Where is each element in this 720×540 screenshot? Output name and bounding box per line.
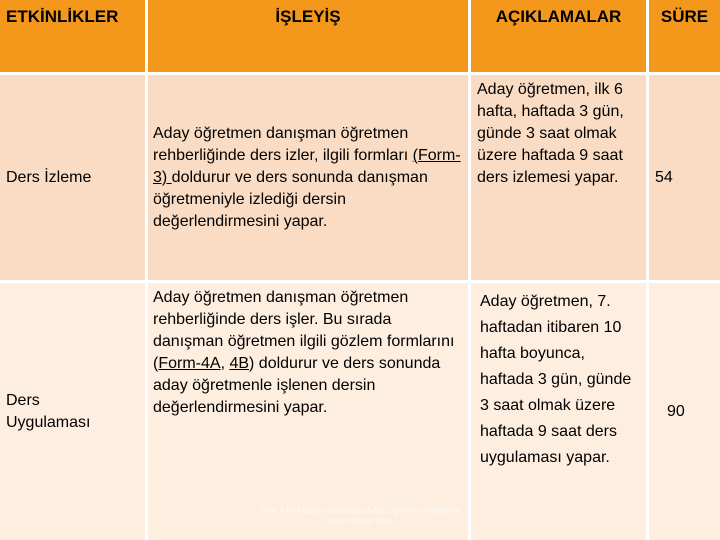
- form-3-link[interactable]: (Form-3): [153, 146, 461, 186]
- table-row-duration: [649, 75, 720, 280]
- duration-value: 90: [667, 402, 685, 420]
- duration-value: 54: [655, 168, 673, 186]
- table-row-duration: [649, 283, 720, 540]
- process-text-part: Aday öğretmen danışman öğretmen rehberliğinde ders izler, ilgili formları: [153, 124, 413, 164]
- activity-label: Ders İzleme: [6, 168, 92, 186]
- process-text-part: Aday öğretmen danışman öğretmen rehberliğinde ders işler. Bu sırada danışman öğretmen ilgili gözlem formlarını (: [153, 289, 455, 372]
- header-duration: SÜRE: [649, 0, 720, 72]
- process-text-part: ) doldurur ve ders sonunda aday öğretmenle işlenen dersin değerlendirmesini yapar.: [153, 355, 441, 416]
- table-row-activity: [0, 283, 145, 540]
- header-activities: ETKİNLİKLER: [0, 0, 145, 72]
- process-text-part: ,: [220, 355, 230, 372]
- process-text-part: doldurur ve ders sonunda danışman öğretmeniyle izlediği dersin değerlendirmesini yapar.: [153, 168, 428, 230]
- process-text: [153, 287, 464, 419]
- description-text: Aday öğretmen, 7. haftadan itibaren 10 hafta boyunca, haftada 3 gün, günde 3 saat olmak üzere haftada 9 saat ders uygulaması yapar.: [480, 293, 632, 466]
- table-row-description: [471, 75, 646, 280]
- activity-label: Ders Uygulaması: [6, 391, 91, 431]
- form-4a-link[interactable]: Form-4A: [158, 355, 221, 372]
- table-row-process: [148, 75, 468, 280]
- header-process: İŞLEYİŞ: [148, 0, 468, 72]
- header-descriptions: AÇIKLAMALAR: [471, 0, 646, 72]
- description-text: Aday öğretmen, ilk 6 hafta, haftada 3 gün, günde 3 saat olmak üzere haftada 9 saat ders izlemesi yapar.: [477, 81, 624, 186]
- form-4b-link[interactable]: 4B: [229, 355, 250, 372]
- footer-caption: İzmir İl Millî Eğitim Müdürlüğü Aday Öğretmen Yetiştirme Süreci Çalışı 2016: [260, 506, 460, 526]
- table-row-activity: [0, 75, 145, 280]
- table-row-process: [148, 283, 468, 540]
- table-row-description: [471, 283, 646, 540]
- process-text: [153, 123, 464, 233]
